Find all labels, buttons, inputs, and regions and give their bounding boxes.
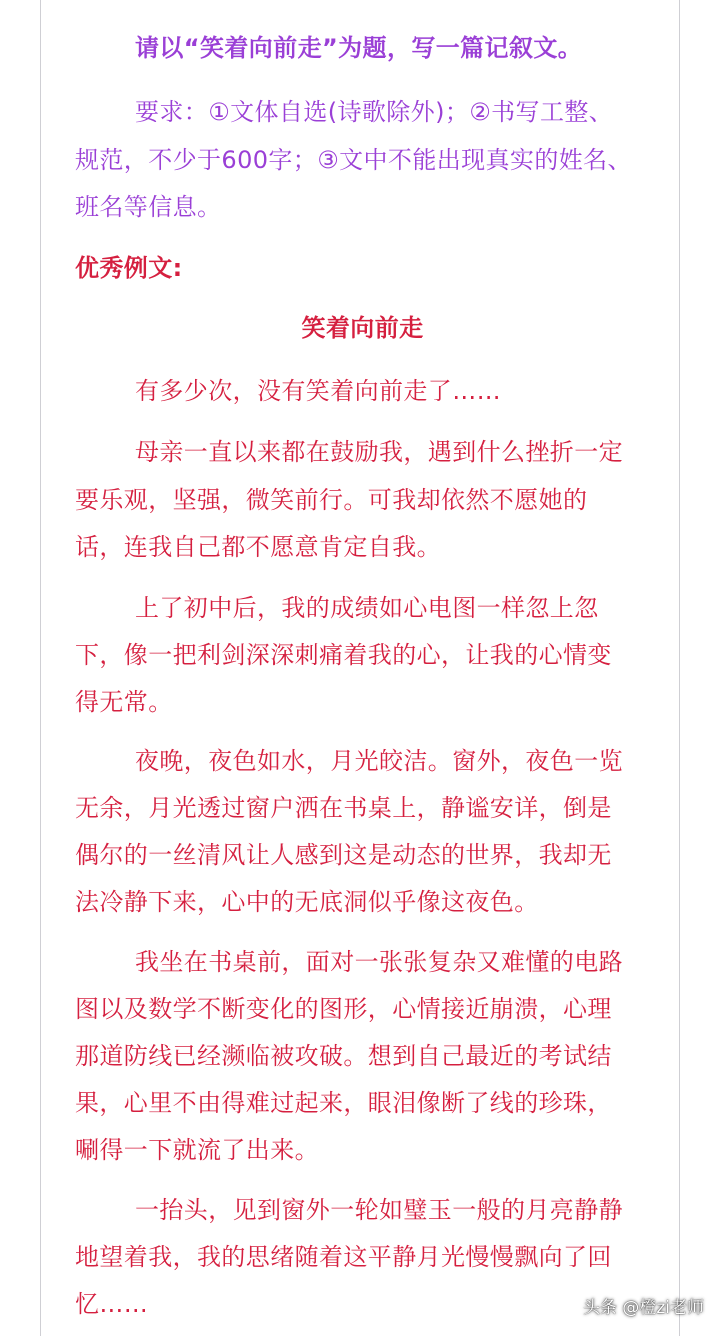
right-border bbox=[679, 0, 680, 1336]
prompt-title: 请以“笑着向前走”为题，写一篇记叙文。 bbox=[135, 34, 583, 62]
essay-line: 唰得一下就流了出来。 bbox=[75, 1136, 319, 1164]
essay-line: 得无常。 bbox=[75, 688, 173, 716]
watermark: 头条 @橙zi老师 bbox=[582, 1298, 704, 1318]
example-label: 优秀例文: bbox=[75, 254, 183, 282]
requirements-line-1: 要求：①文体自选(诗歌除外)；②书写工整、 bbox=[135, 98, 614, 126]
essay-line: 法冷静下来，心中的无底洞似乎像这夜色。 bbox=[75, 888, 539, 916]
essay-line: 图以及数学不断变化的图形，心情接近崩溃，心理 bbox=[75, 995, 612, 1023]
essay-line: 上了初中后，我的成绩如心电图一样忽上忽 bbox=[135, 594, 599, 622]
essay-line: 偶尔的一丝清风让人感到这是动态的世界，我却无 bbox=[75, 841, 612, 869]
essay-line: 一抬头，见到窗外一轮如璧玉一般的月亮静静 bbox=[135, 1196, 623, 1224]
essay-line: 无余，月光透过窗户洒在书桌上，静谧安详，倒是 bbox=[75, 794, 612, 822]
requirements-line-3: 班名等信息。 bbox=[75, 193, 222, 221]
essay-line: 我坐在书桌前，面对一张张复杂又难懂的电路 bbox=[135, 948, 623, 976]
essay-line: 母亲一直以来都在鼓励我，遇到什么挫折一定 bbox=[135, 438, 623, 466]
essay-line: 要乐观，坚强，微笑前行。可我却依然不愿她的 bbox=[75, 486, 588, 514]
essay-line: 话，连我自己都不愿意肯定自我。 bbox=[75, 533, 441, 561]
left-border bbox=[40, 0, 41, 1336]
requirements-line-2: 规范，不少于600字；③文中不能出现真实的姓名、 bbox=[75, 146, 632, 174]
essay-line: 地望着我，我的思绪随着这平静月光慢慢飘向了回 bbox=[75, 1243, 612, 1271]
essay-line: 下，像一把利剑深深刺痛着我的心，让我的心情变 bbox=[75, 641, 612, 669]
essay-line: 夜晚，夜色如水，月光皎洁。窗外，夜色一览 bbox=[135, 747, 623, 775]
essay-line: 那道防线已经濒临被攻破。想到自己最近的考试结 bbox=[75, 1042, 612, 1070]
essay-line: 果，心里不由得难过起来，眼泪像断了线的珍珠， bbox=[75, 1089, 612, 1117]
essay-line: 有多少次，没有笑着向前走了…… bbox=[135, 377, 501, 405]
essay-title: 笑着向前走 bbox=[301, 314, 424, 342]
essay-line: 忆…… bbox=[75, 1290, 149, 1318]
